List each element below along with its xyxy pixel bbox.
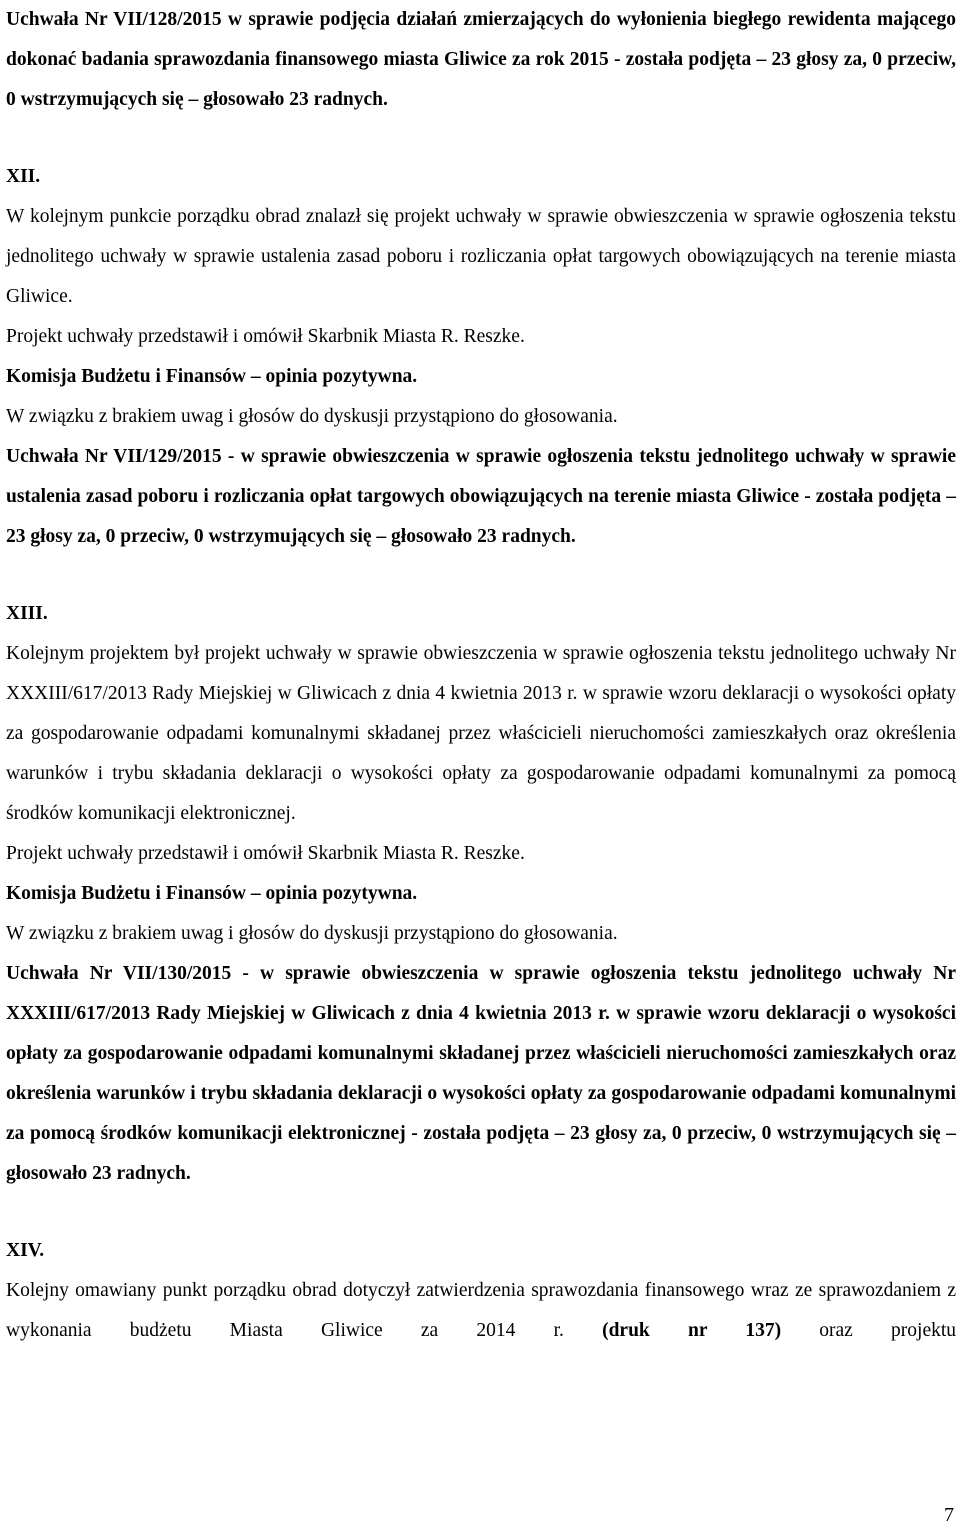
resolution-129: Uchwała Nr VII/129/2015 - w sprawie obwieszczenia w sprawie ogłoszenia tekstu jednolitego uchwały w sprawie ustalenia zasad poboru i rozliczania opłat targowych obowiązujących na terenie miasta Gliwice - została podjęta – 23 głosy za, 0 przeciw, 0 wstrzymujących się – głosowało 23 radnych. xyxy=(6,446,956,547)
section-xiv-intro-continuation: oraz projektu xyxy=(819,1320,957,1341)
section-xiii-vote-note: W związku z brakiem uwag i głosów do dyskusji przystąpiono do głosowania. xyxy=(6,923,618,944)
section-xiii-intro: Kolejnym projektem był projekt uchwały w sprawie obwieszczenia w sprawie ogłoszenia tekstu jednolitego uchwały Nr XXXIII/617/2013 Rady Miejskiej w Gliwicach z dnia 4 kwietnia 2013 r. w sprawie wzoru deklaracji o wysokości opłaty za gospodarowanie odpadami komunalnymi składanej przez właścicieli nieruchomości zamieszkałych oraz określenia warunków i trybu składania deklaracji o wysokości opłaty za gospodarowanie odpadami komunalnymi za pomocą środków komunikacji elektronicznej. xyxy=(6,643,956,824)
section-heading-xiii: XIII. xyxy=(6,603,48,624)
page-number: 7 xyxy=(944,1504,954,1526)
print-number-ref: (druk nr 137) xyxy=(602,1320,782,1341)
document-page xyxy=(6,0,956,1351)
section-xiii-presenter: Projekt uchwały przedstawił i omówił Skarbnik Miasta R. Reszke. xyxy=(6,843,525,864)
section-xii-committee-opinion: Komisja Budżetu i Finansów – opinia pozytywna. xyxy=(6,366,418,387)
section-xii-intro: W kolejnym punkcie porządku obrad znalazł się projekt uchwały w sprawie obwieszczenia w sprawie ogłoszenia tekstu jednolitego uchwały w sprawie ustalenia zasad poboru i rozliczania opłat targowych obowiązujących na terenie miasta Gliwice. xyxy=(6,206,956,307)
section-xiv-intro xyxy=(6,1271,956,1351)
section-xiv-intro-text: Kolejny omawiany punkt porządku obrad dotyczył zatwierdzenia sprawozdania finansowego wraz ze sprawozdaniem z wykonania budżetu Miasta Gliwice za 2014 r. xyxy=(6,1280,956,1341)
section-xii-vote-note: W związku z brakiem uwag i głosów do dyskusji przystąpiono do głosowania. xyxy=(6,406,618,427)
section-xii-presenter: Projekt uchwały przedstawił i omówił Skarbnik Miasta R. Reszke. xyxy=(6,326,525,347)
section-heading-xii: XII. xyxy=(6,166,41,187)
section-heading-xiv: XIV. xyxy=(6,1240,45,1261)
resolution-128: Uchwała Nr VII/128/2015 w sprawie podjęcia działań zmierzających do wyłonienia biegłego rewidenta mającego dokonać badania sprawozdania finansowego miasta Gliwice za rok 2015 - została podjęta – 23 głosy za, 0 przeciw, 0 wstrzymujących się – głosowało 23 radnych. xyxy=(6,9,956,110)
resolution-130: Uchwała Nr VII/130/2015 - w sprawie obwieszczenia w sprawie ogłoszenia tekstu jednolitego uchwały Nr XXXIII/617/2013 Rady Miejskiej w Gliwicach z dnia 4 kwietnia 2013 r. w sprawie wzoru deklaracji o wysokości opłaty za gospodarowanie odpadami komunalnymi składanej przez właścicieli nieruchomości zamieszkałych oraz określenia warunków i trybu składania deklaracji o wysokości opłaty za gospodarowanie odpadami komunalnymi za pomocą środków komunikacji elektronicznej - została podjęta – 23 głosy za, 0 przeciw, 0 wstrzymujących się – głosowało 23 radnych. xyxy=(6,963,956,1184)
section-xiii-committee-opinion: Komisja Budżetu i Finansów – opinia pozytywna. xyxy=(6,883,418,904)
